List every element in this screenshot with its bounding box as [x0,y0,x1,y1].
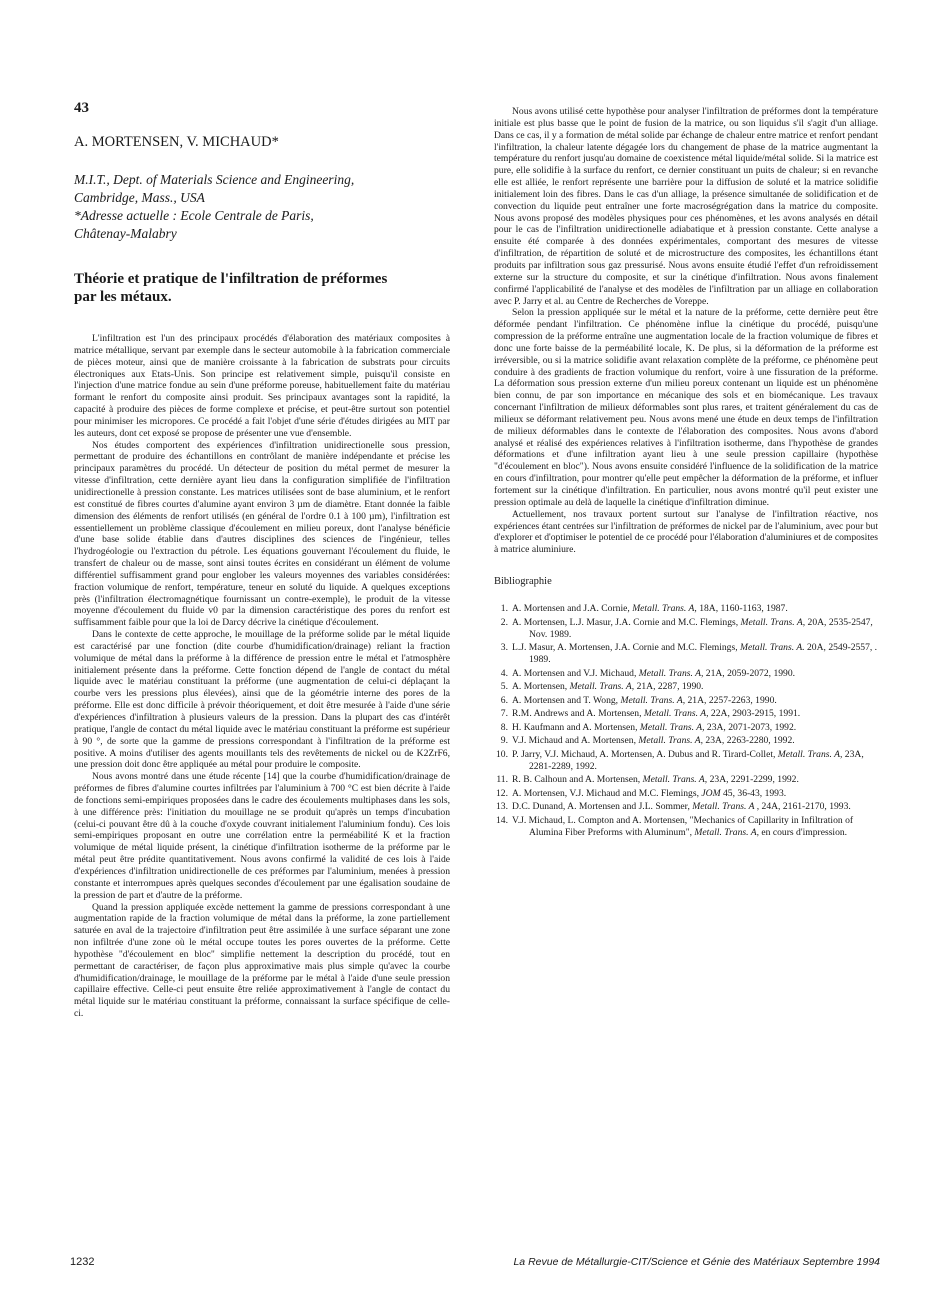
bibliography-item [494,735,878,747]
reference-details: 20A, 2549-2557, . 1989. [529,642,878,666]
reference-details: 20A, 2535-2547, Nov. 1989. [529,616,873,640]
reference-authors: P. Jarry, V.J. Michaud, A. Mortensen, A. Dubus and R. Tirard-Collet, [512,748,776,760]
bibliography-item [494,774,878,786]
reference-details: 24A, 2161-2170, 1993. [761,801,851,813]
reference-journal: Metall. Trans. A, [740,616,806,628]
reference-number: 1. [500,603,508,615]
article-authors: A. MORTENSEN, V. MICHAUD* [74,134,279,150]
bibliography-item [494,722,878,734]
article-number: 43 [74,100,89,116]
bibliography-item [494,642,878,666]
bibliography-item [494,668,878,680]
reference-details: en cours d'impression. [761,826,848,838]
reference-number: 12. [496,787,508,799]
reference-authors: A. Mortensen and V.J. Michaud, [512,667,637,679]
bibliography-item [494,681,878,693]
reference-authors: A. Mortensen, V.J. Michaud and M.C. Flemings, [512,787,699,799]
body-paragraph: Nous avons utilisé cette hypothèse pour analyser l'infiltration de préformes dont la température initiale est plus basse que le point de fusion de la matrice, ou son liquidus s'il s'agit d'un alliage. Dans ce cas, il y a formation de métal solide par échange de chaleur entre matrice et renfort pendant l'infiltration, la chaleur latente dégagée lors du changement de phase de la matrice augmentant la température du renfort jusqu'au domaine de coexistence métal liquide/métal solide. Si la matrice est pure, elle solidifie à la surface du renfort, ce dernier constituant un puits de chaleur; si en revanche elle est alliée, le renfort représente une barrière pour la diffusion de soluté et la matrice solidifie initialement loin des fibres. Dans le cas d'un alliage, la présence simultanée de solidification et de convection du liquide peut entraîner une forte macroségrégation dans la matrice du composite. Nous avons proposé des modèles physiques pour ces phénomènes, et les avons analysés en détail pour le cas de l'infiltration unidirectionelle adiabatique et à pression constante. Cette analyse a ensuite été comparée à des données expérimentales, comportant des mesures de vitesse d'infiltration, de répartition de soluté et de microstructure des composites, les échantillons étant produits par infiltration sous gaz pressurisé. Nous avons ensuite étudié l'effet d'un refroidissement externe sur la structure du composite, et sur la cinétique d'infiltration. Nous avons finalement confirmé l'applicabilité de l'analyse et des modèles de l'infiltration par un alliage en collaboration avec P. Jarry et al. au Centre de Recherches de Voreppe. [494,106,878,307]
reference-number: 4. [500,667,508,679]
reference-authors: D.C. Dunand, A. Mortensen and J.L. Sommer, [512,801,690,813]
bibliography-item [494,749,878,773]
reference-number: 2. [500,616,508,628]
reference-details: 45, 36-43, 1993. [723,787,787,799]
reference-number: 9. [500,735,508,747]
body-paragraph: Nous avons montré dans une étude récente [14] que la courbe d'humidification/drainage de préformes de fibres d'alumine courtes infiltrées par l'aluminium à 700 °C est bien décrite à l'aide de fonctions semi-empiriques proposées dans le cadre des écoulements multiphases dans les sols, à une différence près: l'initiation du mouillage ne se produit qu'après un temps d'incubation (celui-ci pouvant être dû à la couche d'oxyde couvrant initialement l'aluminium fondu). Ces lois semi-empiriques proposant en outre une corrélation entre la perméabilité K et la fraction volumique de métal liquide présent, la cinétique d'infiltration isotherme de la préforme par le métal peut être prédite quantitativement. Nous avons confirmé la validité de ces lois à l'aide d'expériences d'infiltration unidirectionelle de ces préformes par l'aluminium, menées à pression constante et interrompues après quelques secondes d'écoulement par une égalisation soudaine de la pression de part et d'autre de la préforme. [74,771,450,901]
reference-journal: Metall. Trans. A, [642,774,708,786]
reference-details: 21A, 2287, 1990. [636,681,704,693]
reference-authors: R. B. Calhoun and A. Mortensen, [512,774,641,786]
reference-journal: Metall. Trans. A, [632,603,697,615]
right-column [494,106,878,840]
body-paragraph: Actuellement, nos travaux portent surtout sur l'analyse de l'infiltration réactive, nos expériences étant centrées sur l'infiltration de préformes de nickel par de l'aluminium, avec pour but d'explorer et d'optimiser le potentiel de ce procédé pour l'élaboration d'aluminiures et de composites à matrice aluminiure. [494,508,878,556]
article-title [74,270,450,306]
right-body-text [494,106,878,556]
reference-details: 23A, 2071-2073, 1992. [706,721,797,733]
reference-journal: Metall. Trans. A, [620,694,686,706]
title-line: par les métaux. [74,289,172,305]
body-paragraph: Quand la pression appliquée excède nettement la gamme de pressions correspondant à une augmentation rapide de la fraction volumique de métal dans la préforme, la zone partiellement saturée en aval de la trajectoire d'infiltration peut être assimilée à une surface séparant une zone non infiltrée d'une zone où le métal occupe toutes les pores ouvertes de la préforme. Cette hypothèse "d'écoulement en bloc" simplifie nettement la description du procédé, tout en permettant de caractériser, de façon plus approximative mais plus simple qu'avec la courbe d'humidification/drainage, le mouillage de la préforme par le métal à l'aide d'une seule pression capillaire effective. Celle-ci peut ensuite être reliée approximativement à l'angle de contact du métal liquide sur le matériau constituant la préforme, connaissant la surface spécifique de celle-ci. [74,901,450,1020]
reference-journal: Metall. Trans. A, [643,708,709,720]
footer-page-number: 1232 [70,1256,95,1268]
reference-journal: Metall. Trans. A, [777,748,843,760]
reference-details: 21A, 2059-2072, 1990. [705,667,796,679]
bibliography-item [494,603,878,615]
body-paragraph: Selon la pression appliquée sur le métal et la nature de la préforme, cette dernière peut être déformée pendant l'infiltration. Ce phénomène influe la cinétique du procédé, puisqu'une compression de la préforme entraîne une augmentation locale de la fraction volumique de fibres et donc une forte baisse de la perméabilité locale, K. De plus, si la déformation de la préforme est irréversible, ou si la matrice solidifie avant relaxation complète de la préforme, ce phénomène peut conduire à des gradients de fraction volumique du renfort, voire à une fissuration de la préforme. La déformation sous pression externe d'un milieu poreux contenant un liquide est un phénomène bien connu, de par son importance en mécanique des sols et en biomécanique. Les travaux concernant l'infiltration de milieux déformables sont plus rares, et traitent généralement du cas de milieux se déformant relativement peu. Nous avons mené une étude en deux temps de l'infiltration de milieux déformables dans le contexte de l'élaboration des composites. Nous avons d'abord analysé et réalisé des expériences relatives à l'infiltration isotherme, dans l'hypothèse de grandes déformations et d'une infiltration ayant lieu à une seule pression capillaire (hypothèse "d'écoulement en bloc"). Nous avons ensuite considéré l'influence de la solidification de la matrice en cours d'infiltration, pour montrer qu'elle peut empêcher la déformation de la préforme, et influer fortement sur la cinétique d'infiltration. En particulier, nous avons montré qu'il peut exister une pression optimale au delà de laquelle la cinétique d'infiltration diminue. [494,307,878,508]
reference-number: 7. [500,708,508,720]
reference-authors: A. Mortensen and J.A. Cornie, [512,603,630,615]
reference-authors: H. Kaufmann and A. Mortensen, [512,721,638,733]
bibliography-item [494,708,878,720]
reference-number: 8. [500,721,508,733]
footer-journal-name: La Revue de Métallurgie-CIT/Science et Génie des Matériaux Septembre 1994 [513,1256,880,1268]
left-body-text [74,333,450,1020]
reference-details: 23A, 2291-2299, 1992. [709,774,799,786]
reference-journal: Metall. Trans. A, [638,667,704,679]
reference-details: 23A, 2281-2289, 1992. [529,748,864,772]
reference-journal: Metall. Trans. A. [740,642,805,654]
reference-number: 6. [500,694,508,706]
reference-journal: Metall. Trans. A , [692,801,760,813]
body-paragraph: L'infiltration est l'un des principaux procédés d'élaboration des matériaux composites à matrice métallique, servant par exemple dans le secteur automobile à la fabrication commerciale de pièces moteur, ainsi que de manière croissante à la fabrication de substrats pour circuits électroniques aux Etats-Unis. Son principe est relativement simple, puisqu'il consiste en l'injection d'une matrice fondue au sein d'une préforme poreuse, habituellement faite du matériau formant le renfort du composite ainsi produit. Ses principaux avantages sont la rapidité, la capacité à produire des pièces de forme complexe et précise, et peut-être surtout son potentiel pour minimiser les micropores. Ce procédé a fait l'objet d'une série d'études dirigées au MIT par les auteurs, dont cet exposé se propose de présenter une vue d'ensemble. [74,333,450,439]
reference-number: 14. [496,814,508,826]
left-column [74,100,450,1020]
affiliation-line: M.I.T., Dept. of Materials Science and Engineering, [74,172,355,187]
reference-details: 23A, 2263-2280, 1992. [705,735,795,747]
reference-authors: L.J. Masur, A. Mortensen, J.A. Cornie and M.C. Flemings, [512,642,738,654]
reference-authors: A. Mortensen, L.J. Masur, J.A. Cornie and M.C. Flemings, [512,616,739,628]
reference-number: 13. [496,801,508,813]
reference-number: 3. [500,642,508,654]
title-line: Théorie et pratique de l'infiltration de préformes [74,271,388,287]
bibliography-item [494,617,878,641]
reference-authors: A. Mortensen, [512,681,568,693]
reference-number: 11. [496,774,508,786]
bibliography-item [494,815,878,839]
body-paragraph: Nos études comportent des expériences d'infiltration unidirectionelle sous pression, permettant de produire des échantillons en contrôlant de manière indépendante et précise les principaux paramètres du procédé. Un détecteur de position du métal permet de mesurer la vitesse d'infiltration, cette dernière ayant lieu dans la configuration simplifiée de l'infiltration unidirectionelle à pression constante. Les matrices utilisées sont de base aluminium, et le renfort est constitué de fibres courtes d'alumine ayant environ 3 µm de diamètre. Etant donnée la faible dimension des éléments de renfort utilisés (en général de l'ordre 0.1 à 100 µm), l'infiltration est essentiellement un problème classique d'écoulement en milieu poreux, dont l'analyse bénéficie d'une base solide établie dans d'autres disciplines des sciences de l'ingénieur, telles l'hydrogéologie ou l'extraction du pétrole. Les équations gouvernant l'écoulement du fluide, le transfert de chaleur ou de masse, sont ainsi toutes écrites en considérant un élément de volume différentiel suffisamment grand pour englober les valeurs moyennes des variables considérées: fraction volumique de renfort, température, teneur en soluté du liquide. A quelques exceptions près (l'infiltration électromagnétique fournissant un contre-exemple), le produit de la vitesse moyenne d'écoulement du fluide v0 par la dimension caractéristique des pores du renfort est suffisamment faible pour que la loi de Darcy décrive la cinétique d'écoulement. [74,439,450,629]
affiliation-line: Châtenay-Malabry [74,226,177,241]
bibliography-item [494,695,878,707]
affiliation-line: Cambridge, Mass., USA [74,190,205,205]
reference-authors: V.J. Michaud and A. Mortensen, [512,735,636,747]
reference-details: 18A, 1160-1163, 1987. [699,603,788,615]
reference-details: 22A, 2903-2915, 1991. [710,708,801,720]
reference-number: 10. [496,748,508,760]
bibliography-item [494,788,878,800]
affiliation-line: *Adresse actuelle : Ecole Centrale de Paris, [74,208,314,223]
reference-authors: R.M. Andrews and A. Mortensen, [512,708,642,720]
bibliography-heading: Bibliographie [494,576,552,588]
reference-journal: Metall. Trans. A, [639,721,705,733]
reference-journal: Metall. Trans. A, [569,681,635,693]
reference-journal: Metall. Trans. A, [638,735,703,747]
reference-authors: A. Mortensen and T. Wong, [512,694,619,706]
reference-journal: JOM [701,787,721,799]
author-affiliation [74,171,450,243]
reference-number: 5. [500,681,508,693]
bibliography-item [494,801,878,813]
body-paragraph: Dans le contexte de cette approche, le mouillage de la préforme solide par le métal liquide est caractérisé par une fonction (dite courbe d'humidification/drainage) reliant la fraction volumique de métal dans la préforme à la différence de pression entre le métal et l'atmosphère initialement présente dans la préforme. Cette fonction dépend de l'angle de contact du métal liquide avec le matériau constituant la préforme (une augmentation de celui-ci déplaçant la courbe vers les pressions plus élevées), ainsi que de la géométrie interne des pores de la préforme. Elle est donc difficile à prévoir théoriquement, et doit être mesurée à l'aide d'une série d'expériences d'infiltration à plusieurs valeurs de la pression. Dans la plupart des cas d'intérêt pratique, l'angle de contact du métal liquide avec le matériau constituant la préforme est supérieur à 90 °, de sorte que la gamme de pressions correspondant à l'infiltration de la préforme est positive. A moins d'utiliser des agents mouillants tels des revêtements de nickel ou de K2ZrF6, une pression doit donc être appliquée au métal pour produire le composite. [74,629,450,771]
reference-authors: V.J. Michaud, L. Compton and A. Mortensen, "Mechanics of Capillarity in Infiltration of Alumina Fiber Preforms with Aluminum", [512,814,854,838]
reference-details: 21A, 2257-2263, 1990. [687,694,777,706]
bibliography-list [494,603,878,839]
reference-journal: Metall. Trans. A, [694,826,760,838]
